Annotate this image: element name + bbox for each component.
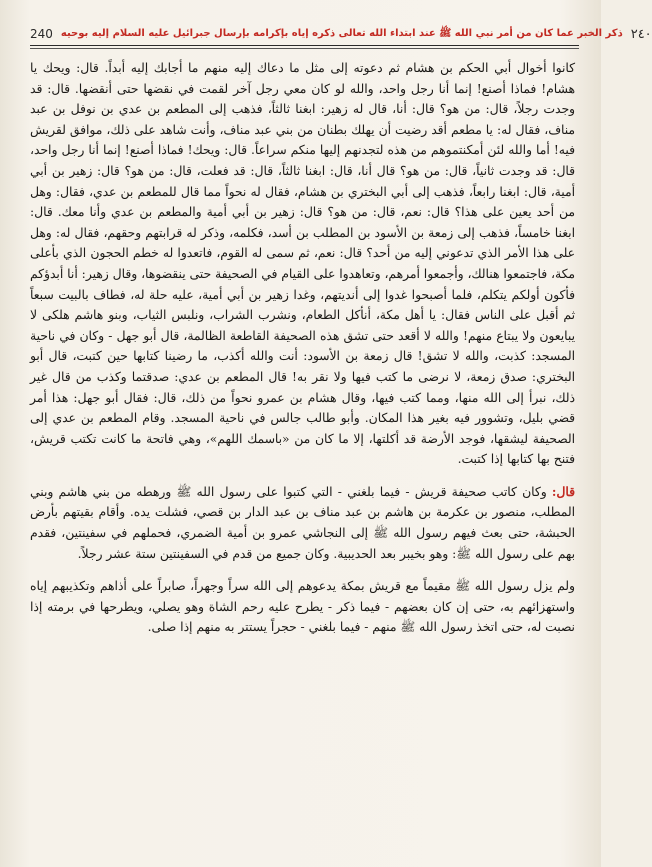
header-rule-thin <box>30 48 579 49</box>
page-header <box>30 24 652 44</box>
page-number-arabic: ٢٤٠ <box>630 26 652 42</box>
qala-label: قال: <box>551 483 575 499</box>
paragraph-2 <box>30 482 575 564</box>
page-body <box>30 58 575 638</box>
paragraph-3: ولم يزل رسول الله ﷺ مقيماً مع قريش بمكة يدعوهم إلى الله سراً وجهراً، صابراً على أذاهم وتكذيبهم إياه واستهزائهم به، حتى إن كان بعضهم - فيما ذكر - يطرح عليه رحم الشاة وهو يصلي، ويطرحها في برمته إذا نصبت له، حتى اتخذ رسول الله ﷺ منهم - فيما بلغني - حجراً يستتر به منهم إذا صلى. <box>30 579 575 635</box>
page-number: 240 <box>30 27 53 41</box>
paragraph-1: كانوا أخوال أبي الحكم بن هشام ثم دعوته إلى مثل ما دعاك إليه منهم ما أجابك إليه أبداً. قال: ويحك يا هشام! فماذا أصنع! إنما أنا رجل واحد، والله لو كان معي رجل آخر لقمت في نقضها حتى أنقضها. قال: قد وجدت رجلاً، قال: من هو؟ قال: أنا، قال له زهير: ابغنا ثالثاً، فذهب إلى المطعم بن عدي بن نوفل بن عبد مناف، فقال له: يا مطعم أقد رضيت أن يهلك بطنان من بني عبد مناف، وأنت شاهد على ذلك، موافق لقريش فيه! أما والله لئن أمكنتموهم من هذه لتجدنهم إليها منكم سراعاً. قال: ويحك! فماذا أصنع! إنما أنا رجل واحد، قال: قد وجدت ثانياً، قال: من هو؟ قال أنا، قال: ابغنا ثالثاً، قال: قد فعلت، قال: من هو؟ قال: زهير بن أبي أمية، قال: ابغنا رابعاً، فذهب إلى أبي البختري بن هشام، فقال له نحواً مما قال للمطعم بن عدي، فقال: وهل من أحد يعين على هذا؟ قال: نعم، قال: من هو؟ قال: زهير بن أبي أمية والمطعم بن عدي وأنا معك. قال: ابغنا خامساً، فذهب إلى زمعة بن الأسود بن المطلب بن أسد، فكلمه، وذكر له قرابتهم وحقهم، فقال له: وهل على هذا الأمر الذي تدعوني إليه من أحد؟ قال: نعم، ثم سمى له القوم، فاتعدوا له خطم الحجون الذي بأعلى مكة، فاجتمعوا هنالك، وأجمعوا أمرهم، وتعاهدوا على القيام في الصحيفة حتى ينقضوها، وقال زهير: أنا أبدؤكم فأكون أولكم يتكلم، فلما أصبحوا غدوا إلى أنديتهم، وغدا زهير بن أبي أمية، عليه حلة له، فطاف بالبيت سبعاً ثم أقبل على الناس فقال: يا أهل مكة، أنأكل الطعام، ونشرب الشراب، ونلبس الثياب، وبنو هاشم هلكى لا يبايعون ولا يبتاع منهم! والله لا أقعد حتى تشق هذه الصحيفة القاطعة الظالمة، قال أبو جهل - وكان في ناحية المسجد: كذبت، والله لا تشق! قال زمعة بن الأسود: أنت والله أكذب، ما رضينا كتابها حين كتبت، قال أبو البختري: صدق زمعة، لا نرضى ما كتب فيها ولا نقر به! قال المطعم بن عدي: صدقتما وكذب من قال غير ذلك، نبرأ إلى الله منها، ومما كتب فيها، وقال هشام بن عمرو نحواً من ذلك، قال: فقال أبو جهل: هذا أمر قضي بليل، وتشوور فيه بغير هذا المكان. وأبو طالب جالس في ناحية المسجد. وقام المطعم بن عدي إلى الصحيفة ليشقها، فوجد الأرضة قد أكلتها، إلا ما كان من «باسمك اللهم»، وهي فاتحة ما كانت تكتب قريش، فتنح بها كتابها إذا كتبت. <box>30 61 575 467</box>
paragraph-2-text: وكان كاتب صحيفة قريش - فيما بلغني - التي كتبوا على رسول الله ﷺ ورهطه من بني هاشم وبني المطلب، منصور بن عكرمة بن هاشم بن عبد مناف بن عبد الدار بن قصي، فشلت يده. وأقام بقيتهم بأرض الحبشة، حتى بعث فيهم رسول الله ﷺ إلى النجاشي عمرو بن أمية الضمري، فحملهم في سفينتين، فقدم بهم على رسول الله ﷺ: وهو بخيبر بعد الحديبية. وكان جميع من قدم في السفينتين ستة عشر رجلاً. <box>30 484 575 561</box>
running-title: ذكر الخبر عما كان من أمر نبي الله ﷺ عند ابتداء الله تعالى ذكره إياه بإكرامه بإرسال جبرائيل عليه السلام إليه بوحيه <box>60 28 623 39</box>
header-rule <box>30 45 579 46</box>
